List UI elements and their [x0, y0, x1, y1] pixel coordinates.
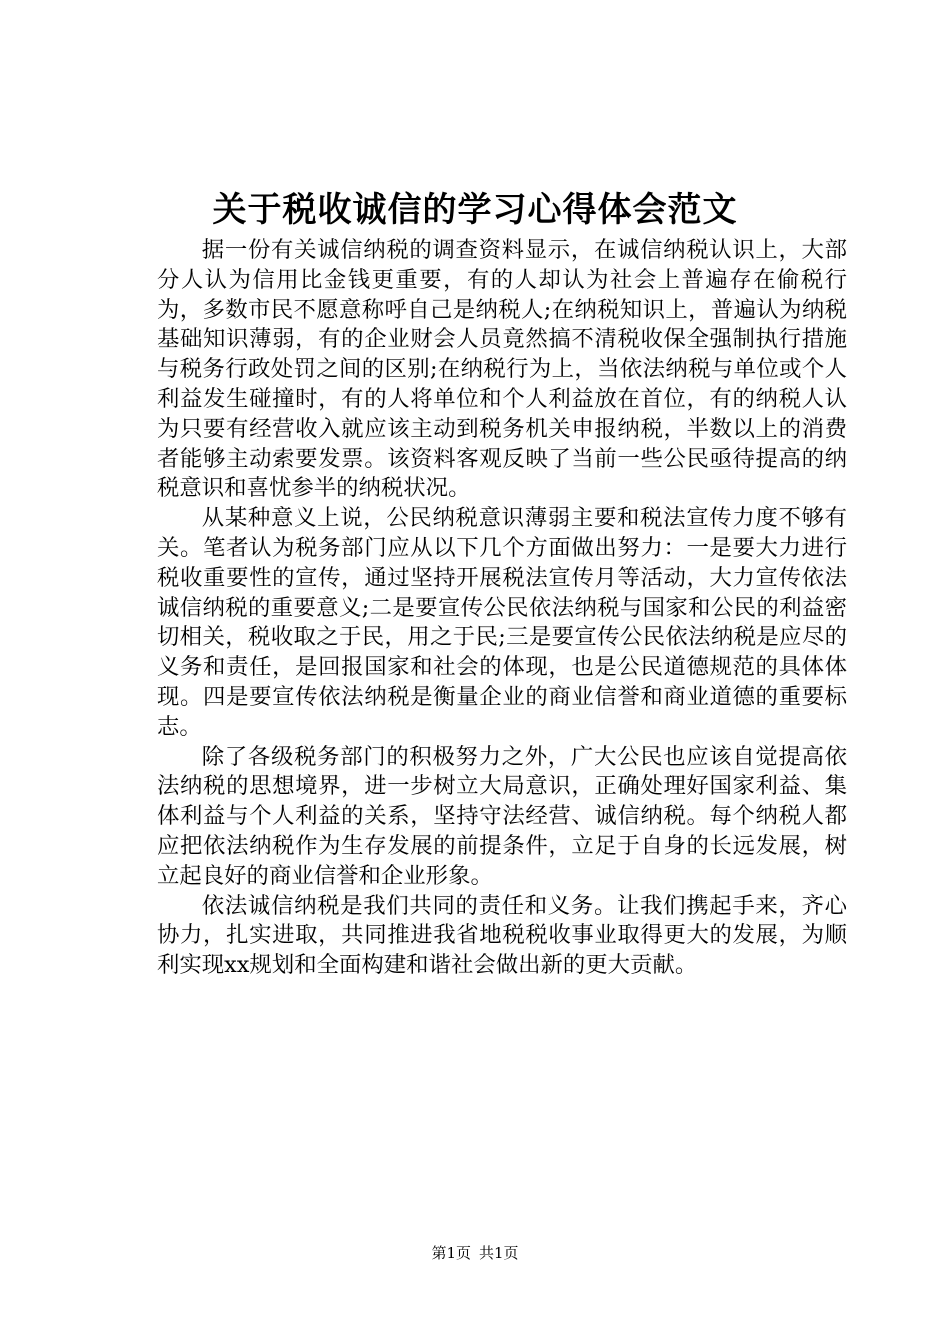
document-body — [157, 236, 847, 981]
paragraph-3: 除了各级税务部门的积极努力之外，广大公民也应该自觉提高依法纳税的思想境界，进一步树立大局意识，正确处理好国家利益、集体利益与个人利益的关系，坚持守法经营、诚信纳税。每个纳税人都应把依法纳税作为生存发展的前提条件，立足于自身的长远发展，树立起良好的商业信誉和企业形象。 — [157, 743, 847, 889]
paragraph-1: 据一份有关诚信纳税的调查资料显示，在诚信纳税认识上，大部分人认为信用比金钱更重要，有的人却认为社会上普遍存在偷税行为，多数市民不愿意称呼自己是纳税人;在纳税知识上，普遍认为纳税基础知识薄弱，有的企业财会人员竟然搞不清税收保全强制执行措施与税务行政处罚之间的区别;在纳税行为上，当依法纳税与单位或个人利益发生碰撞时，有的人将单位和个人利益放在首位，有的纳税人认为只要有经营收入就应该主动到税务机关申报纳税，半数以上的消费者能够主动索要发票。该资料客观反映了当前一些公民亟待提高的纳税意识和喜忧参半的纳税状况。 — [157, 237, 847, 502]
paragraph-2: 从某种意义上说，公民纳税意识薄弱主要和税法宣传力度不够有关。笔者认为税务部门应从以下几个方面做出努力：一是要大力进行税收重要性的宣传，通过坚持开展税法宣传月等活动，大力宣传依法诚信纳税的重要意义;二是要宣传公民依法纳税与国家和公民的利益密切相关，税收取之于民，用之于民;三是要宣传公民依法纳税是应尽的义务和责任，是回报国家和社会的体现，也是公民道德规范的具体体现。四是要宣传依法纳税是衡量企业的商业信誉和商业道德的重要标志。 — [157, 505, 847, 740]
paragraph-4: 依法诚信纳税是我们共同的责任和义务。让我们携起手来，齐心协力，扎实进取，共同推进我省地税税收事业取得更大的发展，为顺利实现xx规划和全面构建和谐社会做出新的更大贡献。 — [157, 892, 847, 979]
page-footer — [0, 1243, 950, 1263]
page-number: 第1页 — [431, 1244, 471, 1262]
page-total: 共1页 — [479, 1244, 519, 1262]
document-title: 关于税收诚信的学习心得体会范文 — [212, 190, 738, 230]
